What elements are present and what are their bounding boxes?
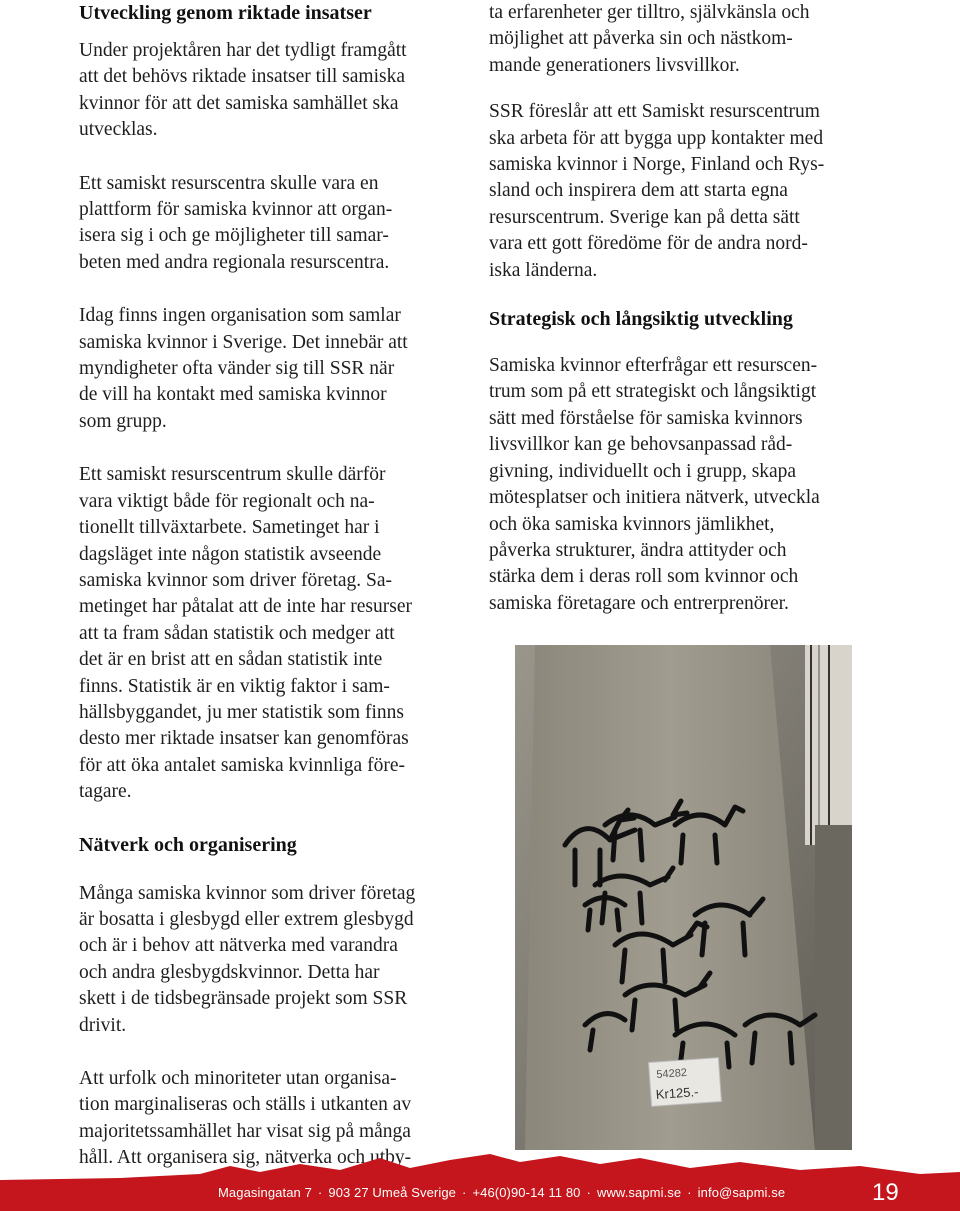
page-number: 19 xyxy=(872,1179,899,1206)
footer-separator: · xyxy=(586,1185,591,1200)
paragraph-6: Att urfolk och minoriteter utan organisa- tion marginaliseras och ställs i utkanten av majoritetssamhället har visat sig på många håll. Att organisera sig, nätverka och utby- xyxy=(79,1068,412,1169)
right-column xyxy=(489,0,889,617)
paragraph-right-1: ta erfarenheter ger tilltro, självkänsla och möjlighet att påverka sin och nästkom- mande generationers livsvillkor. xyxy=(489,2,810,76)
paragraph-3: Idag finns ingen organisation som samlar samiska kvinnor i Sverige. Det innebär att myndigheter ofta vänder sig till SSR när de vill ha kontakt med samiska kvinnor som grupp. xyxy=(79,305,408,432)
footer-phone: +46(0)90-14 11 80 xyxy=(472,1185,581,1200)
footer-contact xyxy=(218,1185,785,1200)
footer-postal: 903 27 Umeå Sverige xyxy=(328,1185,456,1200)
heading-utveckling: Utveckling genom riktade insatser xyxy=(79,2,372,24)
tag-price: Kr125.- xyxy=(655,1084,699,1103)
paragraph-1: Under projektåren har det tydligt framgått att det behövs riktade insatser till samiska kvinnor för att det samiska samhället ska utvecklas. xyxy=(79,40,407,141)
heading-strategisk: Strategisk och långsiktig utveckling xyxy=(489,308,793,331)
footer-separator: · xyxy=(462,1185,467,1200)
footer-web-link[interactable]: www.sapmi.se xyxy=(596,1185,682,1200)
left-column xyxy=(79,0,479,1172)
paragraph-5: Många samiska kvinnor som driver företag är bosatta i glesbygd eller extrem glesbygd och är i behov att nätverka med varandra och andra glesbygdskvinnor. Detta har skett i de tidsbegränsade projekt som SSR drivit. xyxy=(79,882,416,1036)
paragraph-4: Ett samiskt resurscentrum skulle därför vara viktigt både för regionalt och na- tionellt tillväxtarbete. Sametinget har i dagsläget inte någon statistik avseende samiska kvinnor som driver företag. Sa- metinget har påtalat att de inte har resurser att ta fram sådan statistik och medger att det är en brist att en sådan statistik inte finns. Statistik är en viktig faktor i sam- hällsbyggandet, ju mer statistik som finns desto mer riktade insatser kan genomföras för att öka antalet samiska kvinnliga före- tagare. xyxy=(79,464,412,803)
price-tag xyxy=(649,1058,722,1107)
paragraph-2: Ett samiskt resurscentra skulle vara en plattform för samiska kvinnor att organ- isera sig i och ge möjligheter till samar- beten med andra regionala resurscentra. xyxy=(79,172,393,273)
heading-natverk: Nätverk och organisering xyxy=(79,833,297,856)
footer-separator: · xyxy=(687,1185,692,1200)
footer-address: Magasingatan 7 xyxy=(218,1185,312,1200)
embroidered-textile-photo xyxy=(515,645,852,1150)
tag-code: 54282 xyxy=(656,1066,688,1081)
footer-email-link[interactable]: info@sapmi.se xyxy=(697,1185,786,1200)
paragraph-right-3: Samiska kvinnor efterfrågar ett resurscen- trum som på ett strategiskt och långsiktigt sätt med förståelse för samiska kvinnors livsvillkor kan ge behovsanpassad råd- givning, individuellt och i grupp, skapa mötesplatser och initiera nätverk, utveckla och öka samiska kvinnors jämlikhet, påverka strukturer, ändra attityder och stärka dem i deras roll som kvinnor och samiska företagare och entrerprenörer. xyxy=(489,355,820,614)
paragraph-right-2: SSR föreslår att ett Samiskt resurscentrum ska arbeta för att bygga upp kontakter med samiska kvinnor i Norge, Finland och Rys- sland och inspirera dem att starta egna resurscentrum. Sverige kan på detta sätt vara ett gott föredöme för de andra nord- iska länderna. xyxy=(489,101,825,281)
footer-separator: · xyxy=(317,1185,323,1200)
textile-illustration xyxy=(515,645,852,1150)
footer-band xyxy=(0,1150,960,1211)
